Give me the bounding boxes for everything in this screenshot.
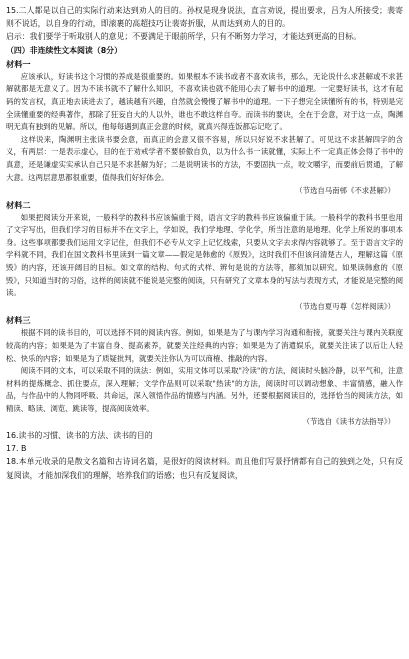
answer-17: 17. B xyxy=(6,444,27,454)
answer-18: 18.本单元收录的是散文名篇和古诗词名篇，是很好的阅读材料。而且他们写景抒情都有自己的独到之处，只有反复阅读，才能加深我们的理解，培养我们的语感；也只有反复阅读， xyxy=(6,457,403,480)
answer-15: 15.二人都是以自己的实际行动来达到劝人的目的。孙权是现身说法，直言劝说，提出要求，吕为人所接受；裴寄则不说话，以自身的行动，即滚裹的高超技巧让裴寄折服，从而达到劝人的目的。 xyxy=(6,6,403,29)
answer-16: 16.读书的习惯、读书的方法、读书的目的 xyxy=(6,430,153,440)
section-title: （四）非连续性文本阅读（8分） xyxy=(6,45,122,55)
material-2-label: 材料二 xyxy=(6,199,31,210)
material-3-source: （节选自《读书方法指导》） xyxy=(302,417,395,427)
material-3-paragraph-1: 根据不同的读书目的，可以选择不同的阅读内容。例如，如果是为了与课内学习沟通和衔接，就要关注与课内关联度较高的内容；如果是为了丰富自身、提高素养，就要关注经典的内容；如果是为了消遣娱乐，就要关注读了以后让人轻松、快乐的内容；如果是为了质疑批判，就要关注你认为可以商榷、推敲的内容。 xyxy=(6,328,403,363)
material-1-label: 材料一 xyxy=(6,58,31,69)
material-3-label: 材料三 xyxy=(6,315,31,326)
material-1-paragraph-1: 应该承认，好读书这个习惯的养成是很重要的。如果根本不读书或者不喜欢读书，那么，无论说什么求甚解或不求甚解就都是无意义了。因为不读书就不了解什么知识，不喜欢读也就不能用心去了解书中的道理。一定要好读书，这才有起码的发言权，真正地去读进去了，越读越有兴趣，自然就会慢慢了解书中的道理。一下子想完全读懂所有的书，特别是完全读懂重要的经典著作，那除了狂妄自大的人以外，谁也不敢这样自夸。而读书的要诀，全在于会意，对于这一点，陶渊明无真有独到的见解。所以，他每每遇到真正会意的时候，就真兴得连饭都忘记吃了。 xyxy=(6,71,403,132)
material-1-paragraph-2: 这样说来，陶渊明主张读书要会意，而真正的会意又很不容易，所以只好说不求甚解了。可见这不求甚解四字的含义，有两层：一是表示虚心，目的在于劝戒学者不要骄傲自负，以为什么书一读就懂，实际上不一定真正体会得了书中的真意，还是谦虚实实承认自己只是不求甚解为好；二是说明读书的方法，不要固执一点，咬文嚼字，而要前后贯通，了解大意。这两层意思都很重要，值得我们好好体会。 xyxy=(6,134,403,182)
answer-15-insight: 启示：我们要学于听取别人的意见；不要满足于眼前所学，只有不断努力学习，才能达到更高的目标。 xyxy=(6,32,362,42)
material-3-paragraph-2: 阅读不同的文本，可以采取不同的读法：例如，实用文体可以采取"冷读"的方法，阅读时头脑冷静，以平气和，注意材料的提炼概念、抓住要点，深入理解；文学作品则可以采取"热读"的方法，阅读时可以调动想象、丰富情感，融入作品，与作品中的人物同呼吸、共命运，深入领悟作品的情感与内涵。另外，还要根据阅读目的，选择恰当的阅读方法，如精读、略读、浏览、跳读等，提高阅读效率。 xyxy=(6,366,403,413)
material-2-paragraph-1: 如果把阅读分开来说，一般科学的教科书应该偏重于阅，语言文字的教科书应该偏重于读。一般科学的教科书里也用了文字写出，但我们学习的目标并不在文字上，学如说，我们学地理、学化学，所当注意的是地理、化学上所说的事项本身。这些事项都要我们运用文字记住，但我们不必专从文字上记忆线索，只要从文字去求得内容就够了。至于语言文字的学科就不同，我们在国文教科书里读到一篇文章——假定是韩愈的《原毁》，这时我们不但该问清楚古人，理解这篇《原毁》的内容，还该开阔目的目标。如文章的结构、句式的式样、辨句是说的方法等，都须加以研究。如果读韩愈的《原毁》，只知道当时的习俗，这样的阅读就不能说是完整的阅读，只有研究了文章本身的写法与表现方式，才能说是完整的阅读。 xyxy=(6,212,403,298)
material-1-source: （节选自马南邨《不求甚解》） xyxy=(295,186,395,196)
material-2-source: （节选自夏丏尊《怎样阅读》） xyxy=(295,301,395,311)
